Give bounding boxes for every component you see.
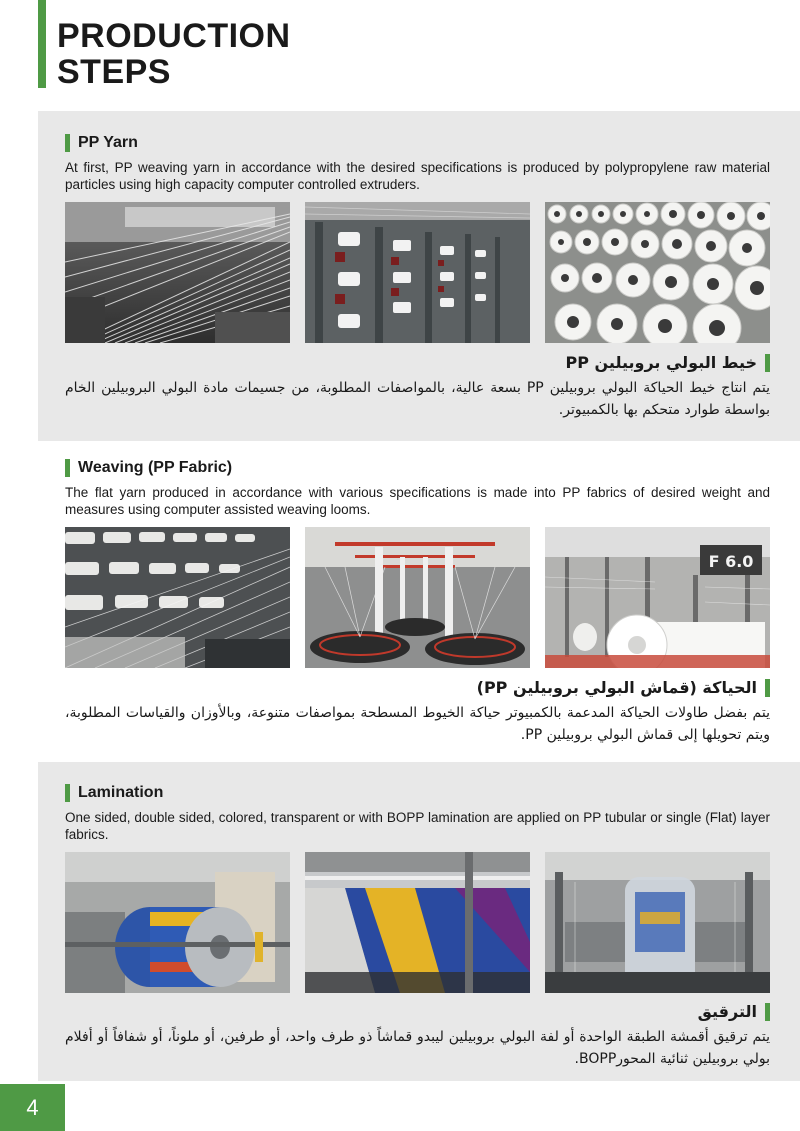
- photo-yarn-spools: [545, 202, 770, 343]
- arabic-description: يتم بفضل طاولات الحياكة المدعمة بالكمبيوتر حياكة الخيوط المسطحة بمواصفات متنوعة، وبالأوزان والقياسات المطلوبة، ويتم تحويلها إلى قماش البولي بروبيلين PP.: [65, 705, 770, 743]
- page-title-line-1: PRODUCTION: [57, 17, 291, 55]
- arabic-heading: [698, 1002, 770, 1021]
- title-accent-bar: [38, 0, 46, 88]
- photo-weaving-creel: [65, 527, 290, 668]
- photo-tubular-film: [545, 852, 770, 993]
- heading-marker: [765, 679, 770, 697]
- arabic-heading-text: خيط البولي بروبيلين PP: [565, 353, 757, 372]
- arabic-description: يتم ترقيق أقمشة الطبقة الواحدة أو لفة البولي بروبيلين ليبدو قماشاً ذو طرف واحد، أو طرفين، أو ملوناً، أو شفافاً أو أفلام بولي بروبيلين ثنائية المحورBOPP.: [65, 1029, 770, 1067]
- heading-marker: [765, 1003, 770, 1021]
- heading-marker: [65, 459, 70, 477]
- page-title: [57, 18, 291, 90]
- section-description: At first, PP weaving yarn in accordance with the desired specifications is produced by polypropylene raw material particles using high capacity computer controlled extruders.: [65, 160, 770, 192]
- photo-lamination-machine: [65, 852, 290, 993]
- section-weaving: [38, 441, 800, 762]
- arabic-heading: [477, 678, 770, 697]
- section-description: One sided, double sided, colored, transparent or with BOPP lamination are applied on PP tubular or single (Flat) layer fabrics.: [65, 810, 770, 842]
- photo-row: [65, 202, 770, 343]
- photo-yarn-threads: [65, 202, 290, 343]
- section-description: The flat yarn produced in accordance with various specifications is made into PP fabrics of desired weight and measures using computer assisted weaving looms.: [65, 485, 770, 517]
- page-title-line-2: STEPS: [57, 53, 171, 91]
- heading-marker: [765, 354, 770, 372]
- arabic-heading-text: الحياكة (قماش البولي بروبيلين PP): [476, 678, 757, 697]
- section-heading-text: Lamination: [78, 784, 164, 801]
- photo-bobbin-rack: [305, 202, 530, 343]
- heading-marker: [65, 134, 70, 152]
- section-heading-text: Weaving (PP Fabric): [78, 459, 233, 476]
- photo-printed-film: [305, 852, 530, 993]
- photo-row: [65, 527, 770, 668]
- arabic-description: يتم انتاج خيط الحياكة البولي بروبيلين PP بسعة عالية، بالمواصفات المطلوبة، من جسيمات مادة البولي البروبيلين الخام بواسطة طوارد متحكم بها بالكمبيوتر.: [65, 380, 770, 418]
- section-lamination: [38, 762, 800, 1081]
- photo-fabric-roll: [545, 527, 770, 668]
- arabic-heading-text: الترقيق: [697, 1002, 757, 1021]
- photo-row: [65, 852, 770, 993]
- section-heading: [65, 134, 138, 152]
- machine-label: F 6.0: [708, 552, 754, 571]
- section-heading-text: PP Yarn: [78, 134, 138, 151]
- section-heading: [65, 784, 163, 802]
- arabic-heading: [565, 353, 770, 372]
- photo-circular-looms: [305, 527, 530, 668]
- section-heading: [65, 459, 232, 477]
- page-number: 4: [0, 1084, 65, 1131]
- heading-marker: [65, 784, 70, 802]
- section-pp-yarn: [38, 111, 800, 441]
